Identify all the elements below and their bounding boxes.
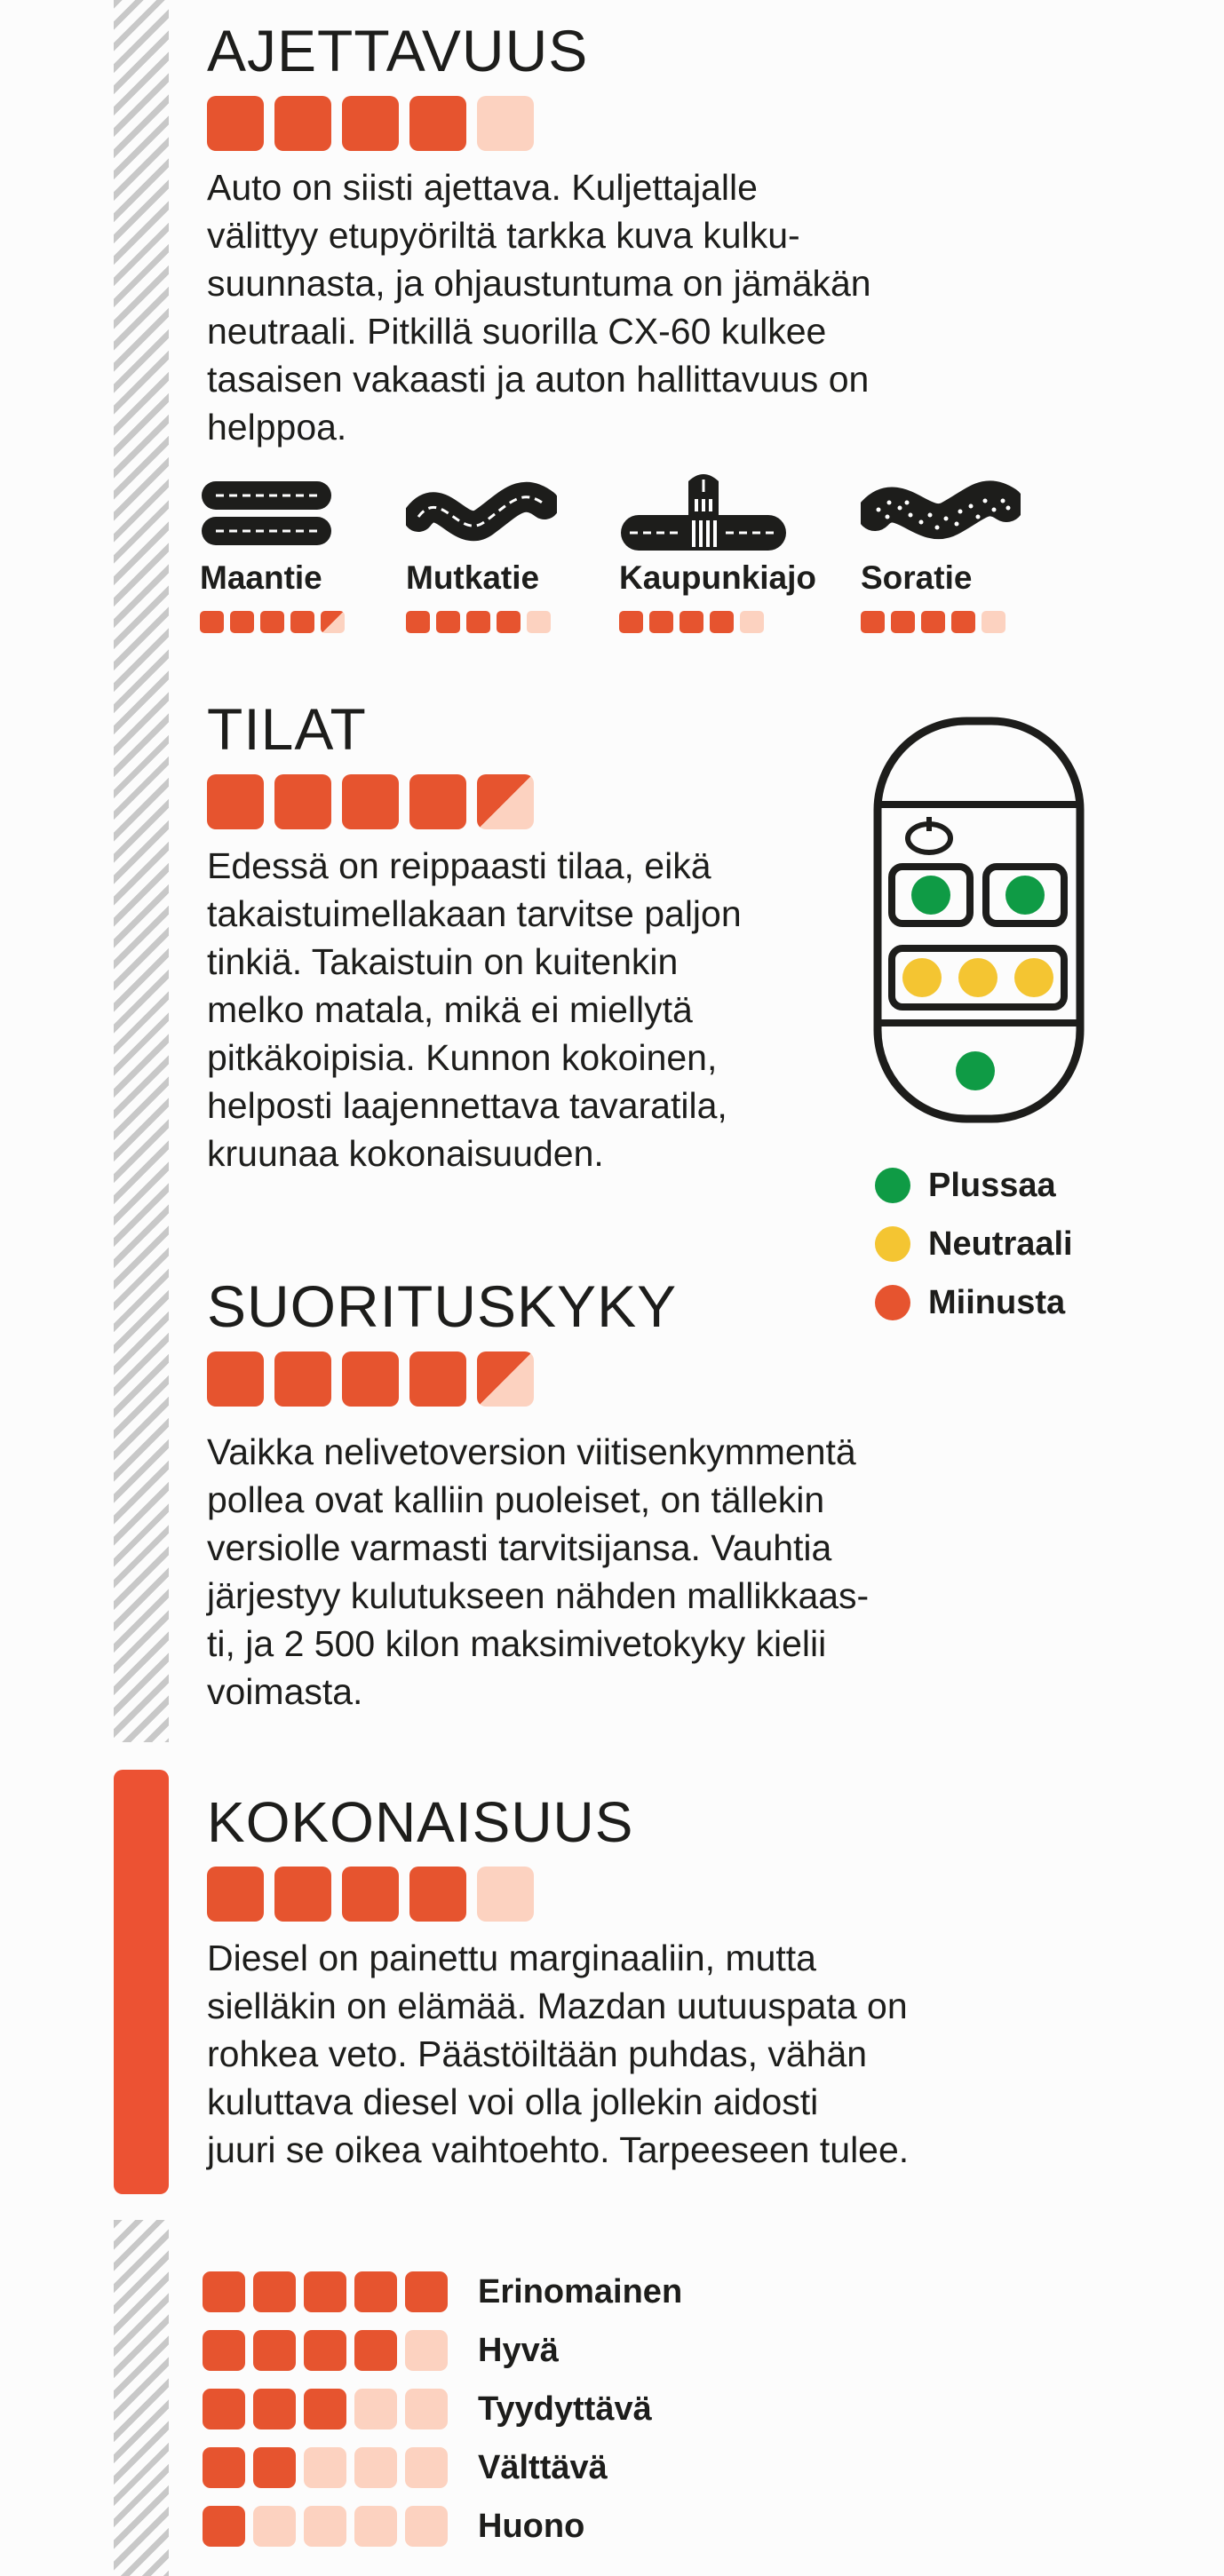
rating-box [891,611,915,633]
legend-dot [875,1226,910,1262]
seat-dot [1005,876,1045,915]
rating-box [207,96,264,151]
winding-road-icon [406,469,557,554]
rating-box [619,611,643,633]
road-name: Maantie [200,559,322,596]
rating-box [861,611,885,633]
legend-dot [875,1168,910,1203]
text-line: kuluttava diesel voi olla jollekin aidosti [207,2081,819,2122]
text-line: järjestyy kulutukseen nähden mallikkaas- [207,1575,870,1616]
scale-box [304,2271,346,2312]
text-line: kruunaa kokonaisuuden. [207,1133,604,1174]
rating-box [710,611,734,633]
text-line: pollea ovat kalliin puoleiset, on tällekin [207,1479,825,1520]
rating-box [207,1867,264,1922]
rating-box [982,611,1005,633]
rating-box [290,611,314,633]
seat-dot [1014,958,1053,997]
road-name: Soratie [861,559,973,596]
seat-dot [958,958,997,997]
scale-box [253,2389,296,2429]
rating-boxes [207,1351,869,1407]
text-line: versiolle varmasti tarvitsijansa. Vauhtia [207,1527,832,1568]
text-line: voimasta. [207,1671,363,1712]
road-rating [406,611,557,633]
rating-box [740,611,764,633]
rating-box [342,774,399,829]
section-title: KOKONAISUUS [207,1790,634,1854]
rating-box [477,1867,534,1922]
text-line: Edessä on reippaasti tilaa, eikä [207,845,711,886]
rating-box [409,96,466,151]
scale-box [354,2447,397,2488]
rating-box [921,611,945,633]
rating-box [321,611,345,633]
section-kokonaisuus [207,1790,910,2174]
road-type-ratings [200,469,1053,646]
scale-label: Erinomainen [478,2272,683,2310]
scale-box [405,2506,448,2547]
scale-box [405,2271,448,2312]
city-road-icon [619,469,788,554]
scale-boxes [203,2447,478,2488]
rating-box [230,611,254,633]
text-line: melko matala, mikä ei miellytä [207,989,693,1030]
rating-box [409,1867,466,1922]
hatched-stripe-bottom [114,2220,169,2576]
scale-box [405,2330,448,2371]
rating-box [274,774,331,829]
hatched-stripe-top [114,0,169,1742]
section-tilat [207,696,742,1177]
rating-scale [203,2263,682,2556]
text-line: Vaikka nelivetoversion viitisenkymmentä [207,1431,856,1472]
scale-boxes [203,2389,478,2429]
text-line: takaistuimellakaan tarvitse paljon [207,893,742,934]
section-ajettavuus [207,18,871,451]
rating-box [207,774,264,829]
legend-item-plussaa [875,1156,1073,1215]
text-line: tinkiä. Takaistuin on kuitenkin [207,941,679,982]
rating-box [477,96,534,151]
rating-box [342,96,399,151]
legend-item-neutraali [875,1215,1073,1273]
section-body [207,1428,869,1716]
scale-boxes [203,2271,478,2312]
section-title: AJETTAVUUS [207,18,589,83]
seat-dot [956,1051,995,1090]
road-name: Mutkatie [406,559,540,596]
rating-boxes [207,96,871,151]
legend-label: Miinusta [928,1283,1066,1321]
scale-row [203,2497,682,2556]
road-maantie [200,469,345,633]
scale-label: Tyydyttävä [478,2390,652,2428]
rating-box [409,774,466,829]
scale-box [253,2447,296,2488]
rating-boxes [207,774,742,829]
road-name: Kaupunkiajo [619,559,817,596]
text-line: ti, ja 2 500 kilon maksimivetokyky kielii [207,1623,827,1664]
section-suorituskyky [207,1273,870,1716]
road-rating [619,611,816,633]
scale-box [203,2330,245,2371]
text-line: suunnasta, ja ohjaustuntuma on jämäkän [207,263,871,304]
text-line: välittyy etupyöriltä tarkka kuva kulku- [207,215,800,256]
scale-box [354,2389,397,2429]
road-kaupunkiajo [619,469,816,633]
rating-box [527,611,551,633]
rating-box [406,611,430,633]
scale-label: Huono [478,2507,585,2545]
scale-boxes [203,2506,478,2547]
rating-box [477,774,534,829]
scale-box [354,2330,397,2371]
rating-box [260,611,284,633]
road-mutkatie [406,469,557,633]
highway-icon [200,469,333,554]
scale-row [203,2380,682,2438]
text-line: pitkäkoipisia. Kunnon kokoinen, [207,1037,718,1078]
text-line: Auto on siisti ajettava. Kuljettajalle [207,167,758,208]
scale-box [354,2271,397,2312]
scale-box [253,2330,296,2371]
rating-box [951,611,975,633]
scale-box [253,2271,296,2312]
section-body [207,1934,909,2174]
scale-box [304,2389,346,2429]
rating-box [200,611,224,633]
scale-box [203,2271,245,2312]
seat-legend [875,1156,1073,1332]
car-seating-diagram [872,716,1085,1124]
rating-box [477,1351,534,1407]
rating-box [342,1351,399,1407]
road-rating [861,611,1021,633]
section-title: SUORITUSKYKY [207,1273,678,1339]
road-rating [200,611,345,633]
scale-label: Hyvä [478,2331,559,2369]
text-line: sielläkin on elämää. Mazdan uutuuspata on [207,1986,908,2026]
rating-box [409,1351,466,1407]
scale-box [203,2447,245,2488]
gravel-road-icon [861,469,1021,554]
text-line: neutraali. Pitkillä suorilla CX-60 kulkee [207,311,827,352]
rating-box [466,611,490,633]
scale-label: Välttävä [478,2448,608,2486]
text-line: tasaisen vakaasti ja auton hallittavuus on [207,359,870,400]
seat-dot [911,876,950,915]
legend-dot [875,1285,910,1320]
kokonaisuus-accent-bar [114,1770,169,2194]
scale-row [203,2321,682,2380]
scale-box [304,2330,346,2371]
section-body [207,842,742,1177]
scale-boxes [203,2330,478,2371]
legend-label: Neutraali [928,1225,1073,1263]
road-soratie [861,469,1021,633]
section-body [207,163,871,451]
rating-box [274,1351,331,1407]
text-line: helppoa. [207,407,347,448]
scale-row [203,2438,682,2497]
scale-box [405,2447,448,2488]
rating-boxes [207,1867,909,1922]
scale-box [203,2389,245,2429]
legend-item-miinusta [875,1273,1073,1332]
rating-box [680,611,703,633]
rating-box [274,96,331,151]
rating-box [274,1867,331,1922]
scale-box [304,2506,346,2547]
rating-box [497,611,521,633]
rating-box [436,611,460,633]
scale-box [203,2506,245,2547]
scale-box [354,2506,397,2547]
text-line: helposti laajennettava tavaratila, [207,1085,727,1126]
text-line: juuri se oikea vaihtoehto. Tarpeeseen tulee. [207,2129,910,2170]
legend-label: Plussaa [928,1166,1056,1204]
rating-box [649,611,673,633]
scale-box [253,2506,296,2547]
text-line: rohkea veto. Päästöiltään puhdas, vähän [207,2033,868,2074]
text-line: Diesel on painettu marginaaliin, mutta [207,1938,816,1978]
rating-box [207,1351,264,1407]
seat-dot [902,958,942,997]
scale-box [405,2389,448,2429]
rating-box [342,1867,399,1922]
section-title: TILAT [207,696,367,762]
scale-row [203,2263,682,2321]
scale-box [304,2447,346,2488]
